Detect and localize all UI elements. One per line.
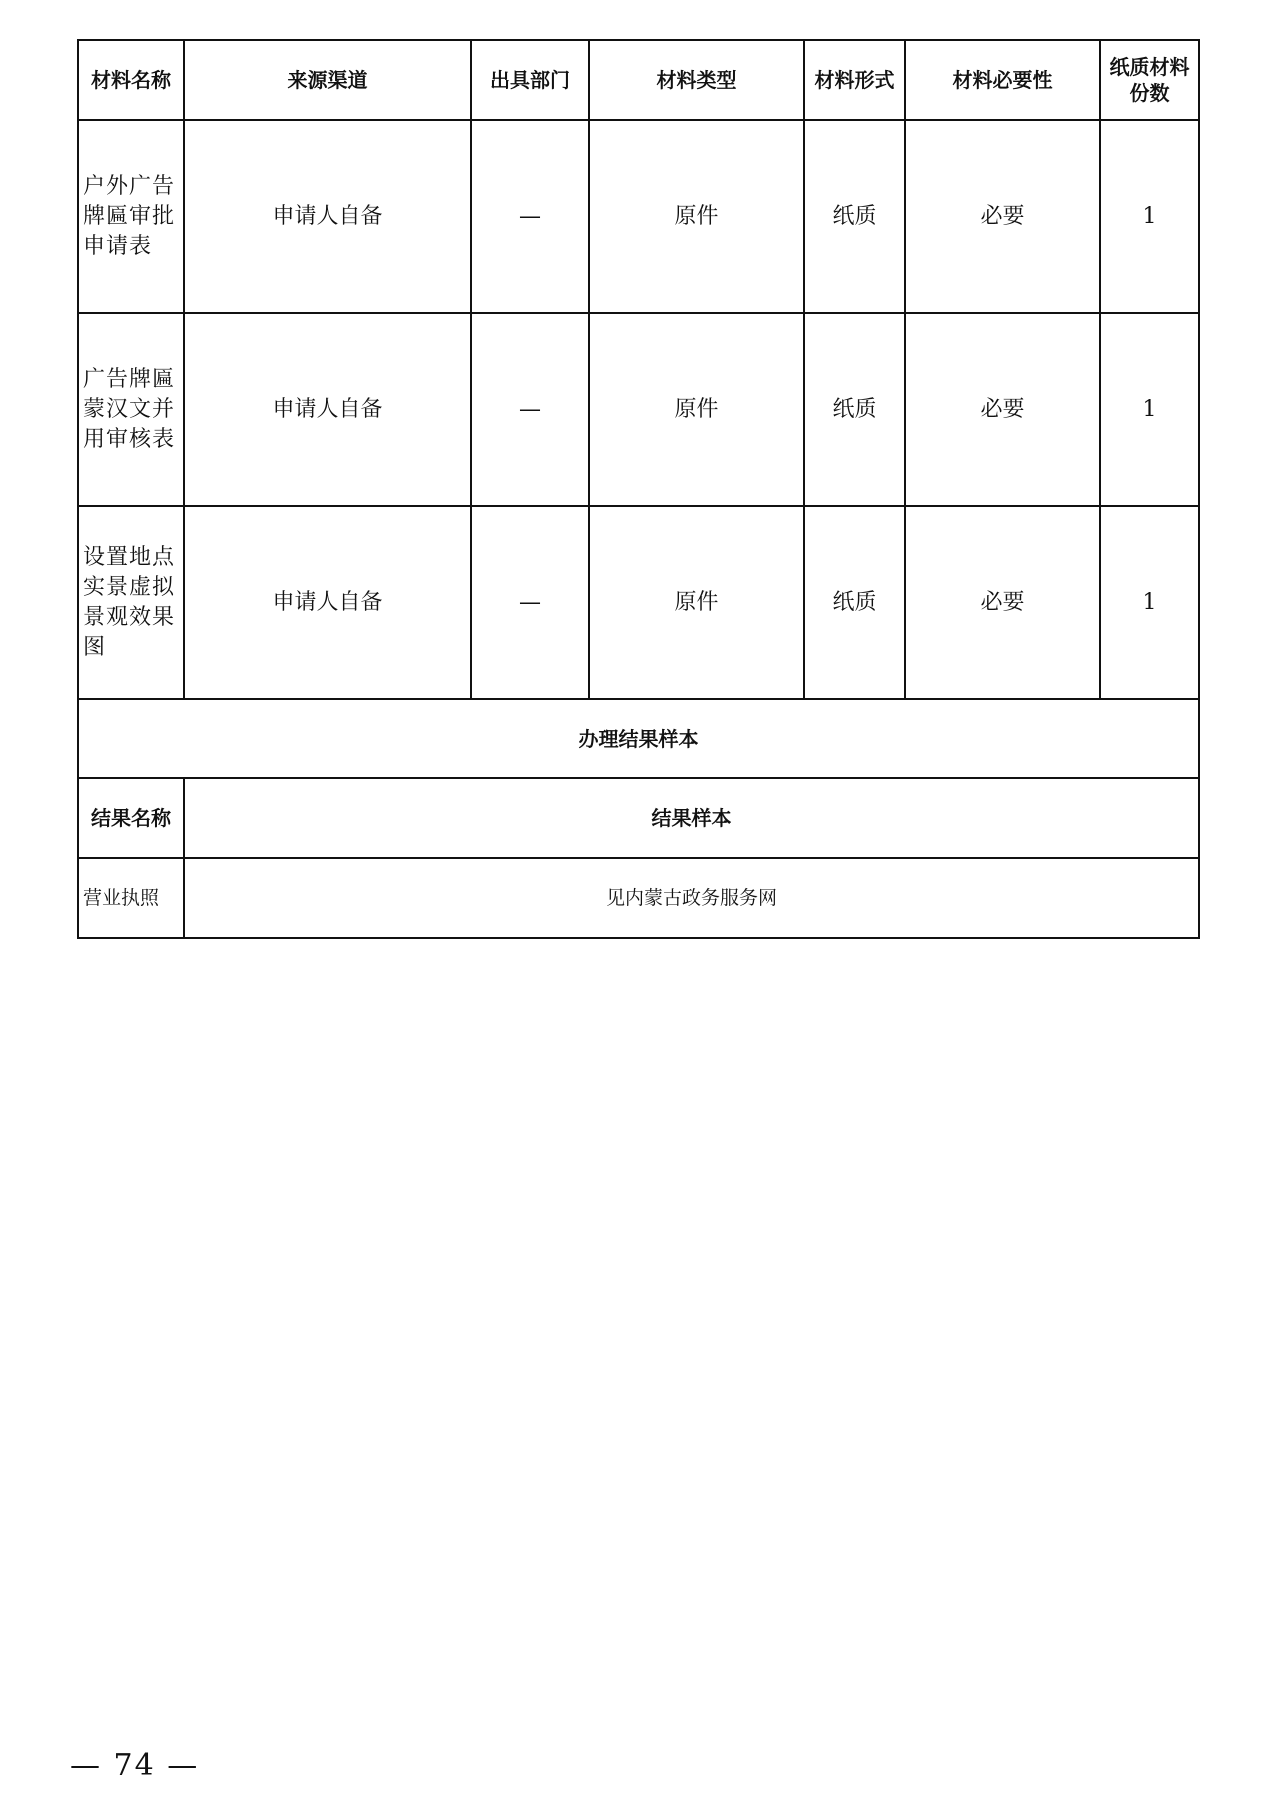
source-cell: 申请人自备	[184, 506, 471, 699]
form-cell: 纸质	[804, 120, 905, 313]
header-result-sample: 结果样本	[184, 778, 1199, 858]
result-row	[78, 858, 1199, 938]
header-material-name: 材料名称	[78, 40, 184, 120]
table-row	[78, 506, 1199, 699]
source-cell: 申请人自备	[184, 313, 471, 506]
type-cell: 原件	[589, 506, 804, 699]
department-cell: —	[471, 506, 589, 699]
table-row	[78, 313, 1199, 506]
header-paper-copies: 纸质材料份数	[1100, 40, 1199, 120]
department-cell: —	[471, 313, 589, 506]
copies-cell: 1	[1100, 120, 1199, 313]
table-header-row	[78, 40, 1199, 120]
type-cell: 原件	[589, 313, 804, 506]
result-section-title-row	[78, 699, 1199, 778]
header-source-channel: 来源渠道	[184, 40, 471, 120]
material-name-cell: 广告牌匾蒙汉文并用审核表	[78, 313, 184, 506]
header-result-name: 结果名称	[78, 778, 184, 858]
table-row	[78, 120, 1199, 313]
department-cell: —	[471, 120, 589, 313]
page-number: — 74 —	[70, 1748, 200, 1783]
result-section-title: 办理结果样本	[78, 699, 1199, 778]
result-sample-cell: 见内蒙古政务服务网	[184, 858, 1199, 938]
form-cell: 纸质	[804, 313, 905, 506]
copies-cell: 1	[1100, 313, 1199, 506]
necessity-cell: 必要	[905, 506, 1100, 699]
header-material-type: 材料类型	[589, 40, 804, 120]
necessity-cell: 必要	[905, 120, 1100, 313]
result-header-row	[78, 778, 1199, 858]
header-issuing-department: 出具部门	[471, 40, 589, 120]
header-material-form: 材料形式	[804, 40, 905, 120]
material-name-cell: 设置地点实景虚拟景观效果图	[78, 506, 184, 699]
necessity-cell: 必要	[905, 313, 1100, 506]
type-cell: 原件	[589, 120, 804, 313]
form-cell: 纸质	[804, 506, 905, 699]
material-name-cell: 户外广告牌匾审批申请表	[78, 120, 184, 313]
header-material-necessity: 材料必要性	[905, 40, 1100, 120]
source-cell: 申请人自备	[184, 120, 471, 313]
result-name-cell: 营业执照	[78, 858, 184, 938]
copies-cell: 1	[1100, 506, 1199, 699]
materials-table	[77, 39, 1200, 939]
